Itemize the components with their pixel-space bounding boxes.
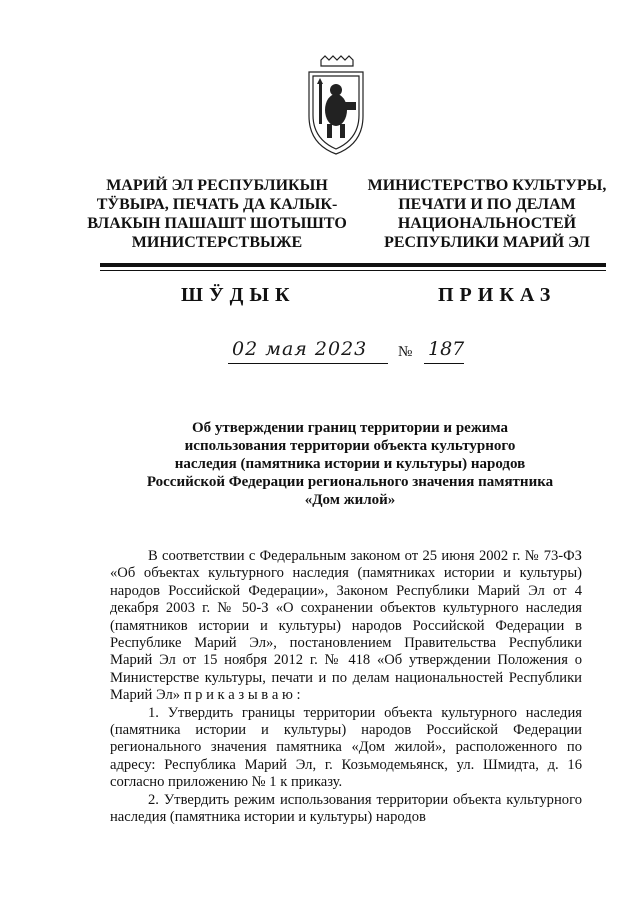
issuer-russian-line: РЕСПУБЛИКИ МАРИЙ ЭЛ: [384, 234, 590, 251]
issuer-mari-line: МИНИСТЕРСТВЫЖЕ: [131, 234, 303, 251]
issuer-mari-line: ТӰВЫРА, ПЕЧАТЬ ДА КАЛЫК-: [96, 196, 338, 213]
date-underline: [228, 363, 388, 364]
issuer-name-mari: [86, 176, 348, 252]
title-line: наследия (памятника истории и культуры) народов: [174, 456, 526, 472]
issuer-name-russian: [356, 176, 618, 252]
header-divider-thin: [100, 270, 606, 271]
doc-type-russian: ПРИКАЗ: [438, 284, 557, 306]
title-line: Российской Федерации регионального значения памятника: [146, 474, 554, 490]
number-sign: №: [398, 344, 413, 360]
header-divider-thick: [100, 263, 606, 267]
order-number: 187: [428, 338, 465, 360]
order-date: 02 мая 2023: [232, 338, 368, 360]
order-body: [110, 548, 582, 827]
issuer-mari-line: МАРИЙ ЭЛ РЕСПУБЛИКЫН: [106, 177, 328, 194]
clause-2: 2. Утвердить режим использования территории объекта культурного наследия (памятника истории и культуры) народов: [110, 791, 582, 826]
title-line: Об утверждении границ территории и режима: [192, 420, 508, 436]
issuer-russian-line: МИНИСТЕРСТВО КУЛЬТУРЫ,: [367, 177, 607, 194]
doc-type-mari: ШӰДЫК: [181, 284, 296, 306]
issuer-mari-line: ВЛАКЫН ПАШАШТ ШОТЫШТО: [87, 215, 347, 232]
title-line: «Дом жилой»: [304, 492, 396, 508]
preamble-paragraph: В соответствии с Федеральным законом от 25 июня 2002 г. № 73-ФЗ «Об объектах культурного наследия (памятниках истории и культуры) народов Российской Федерации», Законом Республики Марий Эл от 4 декабря 2003 г. № 50-З «О сохранении объектов культурного наследия (памятников истории и культуры) народов Российской Федерации в Республике Марий Эл», постановлением Правительства Республики Марий Эл от 15 ноября 2012 г. № 418 «Об утверждении Положения о Министерстве культуры, печати и по делам национальностей Республики Марий Эл» п р и к а з ы в а ю :: [110, 548, 582, 704]
order-title: [120, 419, 580, 509]
title-line: использования территории объекта культурного: [184, 438, 516, 454]
clause-1: 1. Утвердить границы территории объекта культурного наследия (памятника истории и культуры) народов Российской Федерации регионального значения памятника «Дом жилой», расположенного по адресу: Республика Марий Эл, г. Козьмодемьянск, ул. Шмидта, д. 16 согласно приложению № 1 к приказу.: [110, 704, 582, 791]
issuer-russian-line: НАЦИОНАЛЬНОСТЕЙ: [397, 215, 577, 232]
number-underline: [424, 363, 464, 364]
issuer-russian-line: ПЕЧАТИ И ПО ДЕЛАМ: [398, 196, 576, 213]
coat-of-arms-icon: [299, 54, 373, 158]
